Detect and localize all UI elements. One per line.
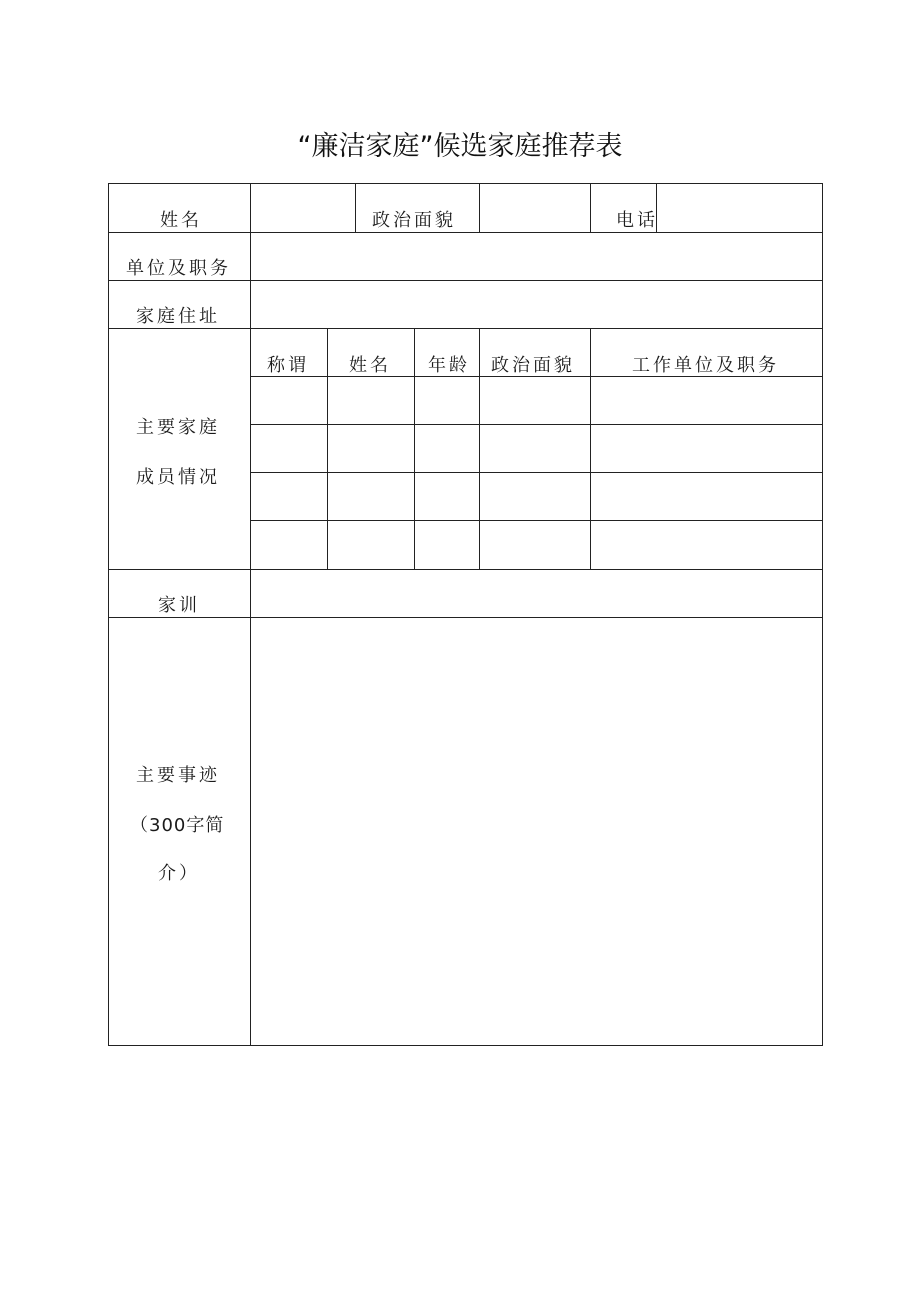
column-divider	[590, 183, 591, 232]
family-member-row[interactable]	[251, 473, 823, 520]
column-header-political-status: 政治面貌	[491, 355, 575, 376]
main-deeds-field[interactable]	[251, 618, 823, 1045]
name-label: 姓名	[160, 210, 202, 231]
row-divider	[108, 328, 823, 329]
column-divider	[355, 183, 356, 232]
family-motto-label: 家训	[158, 595, 200, 616]
name-field[interactable]	[251, 184, 355, 232]
political-status-field[interactable]	[480, 184, 590, 232]
form-title: “廉洁家庭”候选家庭推荐表	[297, 131, 623, 162]
column-header-age: 年龄	[428, 355, 470, 376]
family-member-row[interactable]	[251, 377, 823, 424]
main-deeds-label-line2: （300字简	[130, 815, 225, 836]
phone-field[interactable]	[657, 184, 822, 232]
family-member-row[interactable]	[251, 425, 823, 472]
home-address-field[interactable]	[251, 281, 823, 328]
family-members-label-line2: 成员情况	[136, 467, 220, 488]
family-motto-field[interactable]	[251, 570, 823, 617]
column-header-work-unit: 工作单位及职务	[632, 355, 779, 376]
unit-position-label: 单位及职务	[126, 258, 231, 279]
main-deeds-label-line1: 主要事迹	[136, 765, 220, 786]
column-header-relation: 称谓	[267, 355, 309, 376]
phone-label: 电话	[616, 210, 658, 231]
column-header-name: 姓名	[349, 355, 391, 376]
main-deeds-label-line3: 介）	[158, 863, 200, 884]
recommendation-form	[108, 183, 823, 1046]
unit-position-field[interactable]	[251, 233, 823, 280]
family-member-row[interactable]	[251, 521, 823, 569]
political-status-label: 政治面貌	[372, 210, 456, 231]
home-address-label: 家庭住址	[136, 306, 220, 327]
family-members-label-line1: 主要家庭	[136, 417, 220, 438]
